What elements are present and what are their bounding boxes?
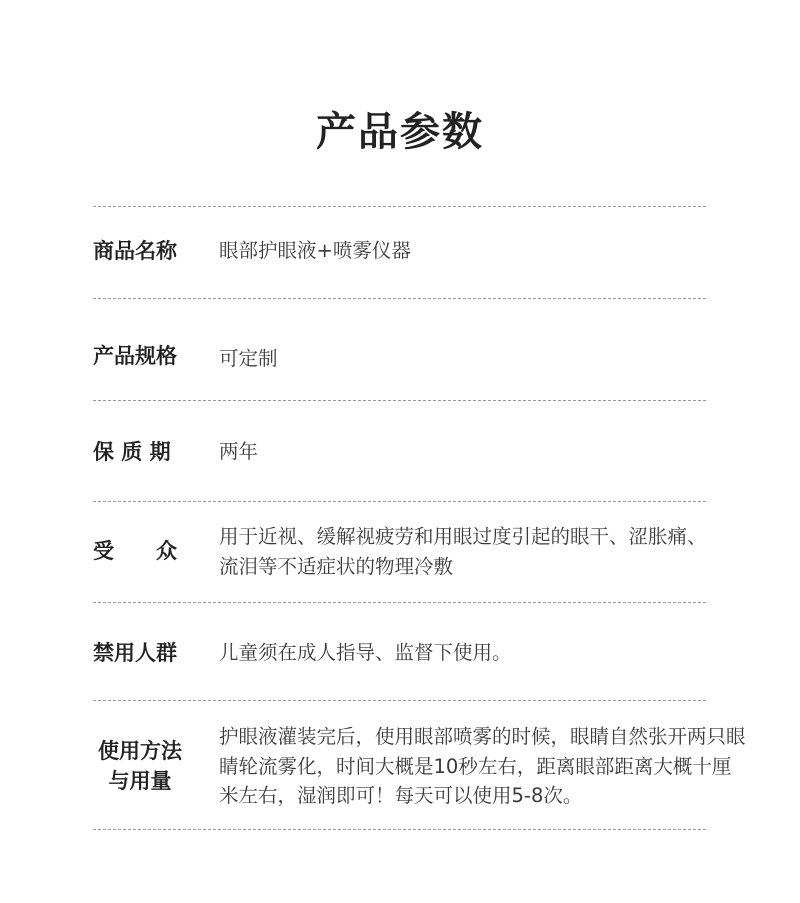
param-value: 可定制 [219, 347, 278, 370]
param-row-restricted [93, 638, 753, 668]
param-value: 眼部护眼液+喷雾仪器 [219, 239, 411, 263]
param-row-product-name [93, 236, 753, 266]
divider [93, 298, 706, 299]
param-value: 儿童须在成人指导、监督下使用。 [219, 641, 512, 665]
divider [93, 206, 706, 207]
param-row-spec [93, 338, 753, 374]
param-value: 两年 [219, 440, 259, 464]
param-row-audience [93, 522, 753, 581]
divider [93, 829, 706, 830]
param-value: 用于近视、缓解视疲劳和用眼过度引起的眼干、涩胀痛、流泪等不适症状的物理冷敷 [219, 525, 707, 578]
divider [93, 602, 706, 603]
param-row-usage [93, 722, 753, 811]
divider [93, 700, 706, 701]
param-label: 保 质 期 [93, 440, 171, 464]
param-row-shelf-life [93, 437, 753, 467]
param-label [93, 736, 187, 797]
param-value: 护眼液灌装完后，使用眼部喷雾的时候，眼睛自然张开两只眼睛轮流雾化，时间大概是10秒左右，距离眼部距离大概十厘米左右，湿润即可！每天可以使用5-8次。 [219, 725, 746, 807]
param-label: 受 众 [93, 539, 177, 564]
param-label: 禁用人群 [93, 641, 177, 665]
param-label-line: 与用量 [108, 769, 172, 794]
divider [93, 400, 706, 401]
param-label: 商品名称 [93, 239, 177, 263]
param-label-line: 使用方法 [98, 738, 182, 763]
page-title: 产品参数 [316, 109, 484, 155]
divider [93, 501, 706, 502]
param-label: 产品规格 [93, 343, 177, 368]
